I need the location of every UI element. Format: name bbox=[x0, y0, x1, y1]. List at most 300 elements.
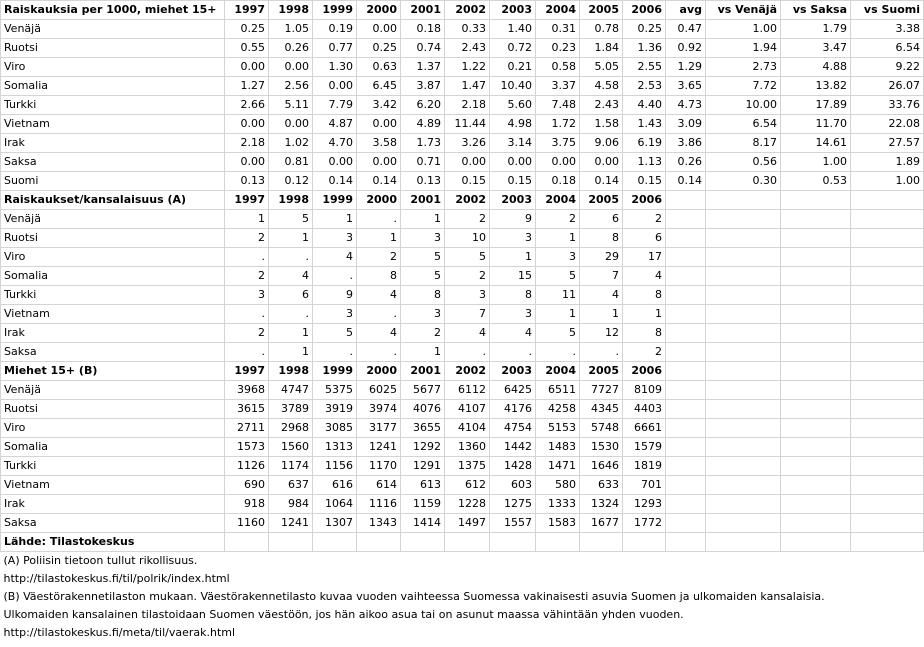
data-cell[interactable]: 5 bbox=[401, 267, 445, 286]
column-header[interactable]: 1999 bbox=[313, 362, 357, 381]
data-cell[interactable]: 0.00 bbox=[536, 153, 580, 172]
empty-cell[interactable] bbox=[851, 267, 924, 286]
empty-cell[interactable] bbox=[666, 495, 706, 514]
data-cell[interactable]: 26.07 bbox=[851, 77, 924, 96]
column-header[interactable]: 1997 bbox=[225, 1, 269, 20]
data-cell[interactable]: . bbox=[269, 305, 313, 324]
data-cell[interactable]: 1.58 bbox=[580, 115, 623, 134]
empty-cell[interactable] bbox=[781, 514, 851, 533]
data-cell[interactable]: 3.87 bbox=[401, 77, 445, 96]
data-cell[interactable]: 10.00 bbox=[706, 96, 781, 115]
data-cell[interactable]: 4 bbox=[313, 248, 357, 267]
data-cell[interactable]: 1 bbox=[536, 229, 580, 248]
data-cell[interactable]: 3 bbox=[401, 229, 445, 248]
empty-cell[interactable] bbox=[666, 248, 706, 267]
data-cell[interactable]: 0.15 bbox=[490, 172, 536, 191]
data-cell[interactable]: 3 bbox=[313, 305, 357, 324]
empty-cell[interactable] bbox=[851, 343, 924, 362]
row-label[interactable]: Ruotsi bbox=[1, 400, 225, 419]
data-cell[interactable]: 1471 bbox=[536, 457, 580, 476]
row-label[interactable]: Saksa bbox=[1, 153, 225, 172]
data-cell[interactable]: 5748 bbox=[580, 419, 623, 438]
row-label[interactable]: Somalia bbox=[1, 77, 225, 96]
data-cell[interactable]: 613 bbox=[401, 476, 445, 495]
empty-cell[interactable] bbox=[706, 191, 781, 210]
data-cell[interactable]: 1360 bbox=[445, 438, 490, 457]
data-cell[interactable]: 8 bbox=[580, 229, 623, 248]
row-label[interactable]: Irak bbox=[1, 134, 225, 153]
data-cell[interactable]: 1 bbox=[269, 343, 313, 362]
data-cell[interactable]: 4.87 bbox=[313, 115, 357, 134]
data-cell[interactable]: 1 bbox=[225, 210, 269, 229]
row-label[interactable]: Irak bbox=[1, 324, 225, 343]
data-cell[interactable]: 6 bbox=[623, 229, 666, 248]
data-cell[interactable]: 4 bbox=[357, 324, 401, 343]
data-cell[interactable]: 0.00 bbox=[313, 77, 357, 96]
empty-cell[interactable] bbox=[781, 533, 851, 552]
data-cell[interactable]: 5 bbox=[313, 324, 357, 343]
column-header[interactable]: 1998 bbox=[269, 362, 313, 381]
data-cell[interactable]: 4.98 bbox=[490, 115, 536, 134]
data-cell[interactable]: 4.40 bbox=[623, 96, 666, 115]
data-cell[interactable]: 6025 bbox=[357, 381, 401, 400]
data-cell[interactable]: 1228 bbox=[445, 495, 490, 514]
row-label[interactable]: Somalia bbox=[1, 267, 225, 286]
data-cell[interactable]: 1.79 bbox=[781, 20, 851, 39]
data-cell[interactable]: 3 bbox=[445, 286, 490, 305]
data-cell[interactable]: 2.56 bbox=[269, 77, 313, 96]
data-cell[interactable]: 0.26 bbox=[269, 39, 313, 58]
row-label[interactable]: Vietnam bbox=[1, 115, 225, 134]
data-cell[interactable]: 3 bbox=[490, 229, 536, 248]
data-cell[interactable]: 3 bbox=[401, 305, 445, 324]
empty-cell[interactable] bbox=[851, 438, 924, 457]
empty-cell[interactable] bbox=[706, 533, 781, 552]
data-cell[interactable]: 2.55 bbox=[623, 58, 666, 77]
data-cell[interactable]: 1646 bbox=[580, 457, 623, 476]
data-cell[interactable]: 1.22 bbox=[445, 58, 490, 77]
data-cell[interactable]: 3789 bbox=[269, 400, 313, 419]
data-cell[interactable]: 0.13 bbox=[225, 172, 269, 191]
data-cell[interactable]: 0.63 bbox=[357, 58, 401, 77]
data-cell[interactable]: 7.48 bbox=[536, 96, 580, 115]
data-cell[interactable]: . bbox=[225, 305, 269, 324]
data-cell[interactable]: 1307 bbox=[313, 514, 357, 533]
data-cell[interactable]: 6.54 bbox=[851, 39, 924, 58]
data-cell[interactable]: 1.94 bbox=[706, 39, 781, 58]
data-cell[interactable]: 8.17 bbox=[706, 134, 781, 153]
note-cell[interactable] bbox=[1, 624, 924, 642]
data-cell[interactable]: 637 bbox=[269, 476, 313, 495]
data-cell[interactable]: 3.75 bbox=[536, 134, 580, 153]
data-cell[interactable]: 3 bbox=[225, 286, 269, 305]
data-cell[interactable]: 2 bbox=[445, 210, 490, 229]
data-cell[interactable]: 9 bbox=[313, 286, 357, 305]
data-cell[interactable]: 918 bbox=[225, 495, 269, 514]
column-header[interactable]: 2003 bbox=[490, 1, 536, 20]
data-cell[interactable]: 4076 bbox=[401, 400, 445, 419]
column-header[interactable]: 2006 bbox=[623, 191, 666, 210]
column-header[interactable]: 1997 bbox=[225, 191, 269, 210]
empty-cell[interactable] bbox=[851, 362, 924, 381]
column-header[interactable]: 2006 bbox=[623, 1, 666, 20]
data-cell[interactable]: 17.89 bbox=[781, 96, 851, 115]
column-header[interactable]: 2002 bbox=[445, 362, 490, 381]
data-cell[interactable]: 1116 bbox=[357, 495, 401, 514]
data-cell[interactable]: . bbox=[445, 343, 490, 362]
data-cell[interactable]: 1.00 bbox=[851, 172, 924, 191]
data-cell[interactable]: 6.20 bbox=[401, 96, 445, 115]
data-cell[interactable]: 0.00 bbox=[490, 153, 536, 172]
empty-cell[interactable] bbox=[490, 533, 536, 552]
data-cell[interactable]: 15 bbox=[490, 267, 536, 286]
data-cell[interactable]: 5 bbox=[536, 267, 580, 286]
data-cell[interactable]: 2.66 bbox=[225, 96, 269, 115]
data-cell[interactable]: 6 bbox=[269, 286, 313, 305]
data-cell[interactable]: 0.72 bbox=[490, 39, 536, 58]
data-cell[interactable]: 5 bbox=[445, 248, 490, 267]
data-cell[interactable]: 3968 bbox=[225, 381, 269, 400]
data-cell[interactable]: 1064 bbox=[313, 495, 357, 514]
data-cell[interactable]: 1.43 bbox=[623, 115, 666, 134]
data-cell[interactable]: 1573 bbox=[225, 438, 269, 457]
empty-cell[interactable] bbox=[851, 476, 924, 495]
data-cell[interactable]: 11.44 bbox=[445, 115, 490, 134]
data-cell[interactable]: 1126 bbox=[225, 457, 269, 476]
data-cell[interactable]: 1 bbox=[623, 305, 666, 324]
data-cell[interactable]: . bbox=[357, 305, 401, 324]
data-cell[interactable]: 1.36 bbox=[623, 39, 666, 58]
data-cell[interactable]: 0.58 bbox=[536, 58, 580, 77]
empty-cell[interactable] bbox=[666, 229, 706, 248]
data-cell[interactable]: 0.25 bbox=[623, 20, 666, 39]
data-cell[interactable]: 3 bbox=[490, 305, 536, 324]
data-cell[interactable]: . bbox=[313, 267, 357, 286]
source-label[interactable]: Lähde: Tilastokeskus bbox=[1, 533, 225, 552]
data-cell[interactable]: 1343 bbox=[357, 514, 401, 533]
data-cell[interactable]: 6 bbox=[580, 210, 623, 229]
empty-cell[interactable] bbox=[781, 457, 851, 476]
data-cell[interactable]: 4.70 bbox=[313, 134, 357, 153]
row-label[interactable]: Venäjä bbox=[1, 210, 225, 229]
empty-cell[interactable] bbox=[851, 229, 924, 248]
data-cell[interactable]: 1 bbox=[357, 229, 401, 248]
empty-cell[interactable] bbox=[666, 324, 706, 343]
note-cell[interactable] bbox=[1, 606, 924, 624]
data-cell[interactable]: 0.14 bbox=[580, 172, 623, 191]
data-cell[interactable]: 0.53 bbox=[781, 172, 851, 191]
empty-cell[interactable] bbox=[666, 305, 706, 324]
data-cell[interactable]: 2 bbox=[623, 343, 666, 362]
data-cell[interactable]: 4.58 bbox=[580, 77, 623, 96]
data-cell[interactable]: 1170 bbox=[357, 457, 401, 476]
data-cell[interactable]: 1579 bbox=[623, 438, 666, 457]
data-cell[interactable]: 4345 bbox=[580, 400, 623, 419]
data-cell[interactable]: 7 bbox=[445, 305, 490, 324]
empty-cell[interactable] bbox=[851, 381, 924, 400]
data-cell[interactable]: 1772 bbox=[623, 514, 666, 533]
data-cell[interactable]: 0.78 bbox=[580, 20, 623, 39]
data-cell[interactable]: 0.00 bbox=[445, 153, 490, 172]
data-cell[interactable]: 1375 bbox=[445, 457, 490, 476]
data-cell[interactable]: 8 bbox=[623, 286, 666, 305]
data-cell[interactable]: 1 bbox=[536, 305, 580, 324]
data-cell[interactable]: 1.73 bbox=[401, 134, 445, 153]
column-header[interactable]: 2003 bbox=[490, 191, 536, 210]
data-cell[interactable]: . bbox=[225, 343, 269, 362]
data-cell[interactable]: 1428 bbox=[490, 457, 536, 476]
data-cell[interactable]: 1174 bbox=[269, 457, 313, 476]
data-cell[interactable]: 1291 bbox=[401, 457, 445, 476]
empty-cell[interactable] bbox=[666, 362, 706, 381]
row-label[interactable]: Somalia bbox=[1, 438, 225, 457]
data-cell[interactable]: . bbox=[536, 343, 580, 362]
data-cell[interactable]: 0.00 bbox=[357, 153, 401, 172]
note-cell[interactable] bbox=[1, 588, 924, 606]
data-cell[interactable]: 3.09 bbox=[666, 115, 706, 134]
data-cell[interactable]: 6661 bbox=[623, 419, 666, 438]
empty-cell[interactable] bbox=[851, 210, 924, 229]
data-cell[interactable]: 0.15 bbox=[623, 172, 666, 191]
column-header[interactable]: 2003 bbox=[490, 362, 536, 381]
empty-cell[interactable] bbox=[706, 476, 781, 495]
data-cell[interactable]: 4747 bbox=[269, 381, 313, 400]
data-cell[interactable]: 1293 bbox=[623, 495, 666, 514]
data-cell[interactable]: 3.42 bbox=[357, 96, 401, 115]
data-cell[interactable]: 1.84 bbox=[580, 39, 623, 58]
data-cell[interactable]: 22.08 bbox=[851, 115, 924, 134]
data-cell[interactable]: 4 bbox=[490, 324, 536, 343]
empty-cell[interactable] bbox=[781, 400, 851, 419]
column-header[interactable]: vs Saksa bbox=[781, 1, 851, 20]
column-header[interactable]: 2004 bbox=[536, 1, 580, 20]
data-cell[interactable]: 1159 bbox=[401, 495, 445, 514]
column-header[interactable]: 2004 bbox=[536, 191, 580, 210]
empty-cell[interactable] bbox=[666, 457, 706, 476]
data-cell[interactable]: . bbox=[357, 343, 401, 362]
data-cell[interactable]: 4104 bbox=[445, 419, 490, 438]
data-cell[interactable]: 1442 bbox=[490, 438, 536, 457]
empty-cell[interactable] bbox=[706, 495, 781, 514]
data-cell[interactable]: 2.73 bbox=[706, 58, 781, 77]
row-label[interactable]: Turkki bbox=[1, 457, 225, 476]
empty-cell[interactable] bbox=[851, 286, 924, 305]
empty-cell[interactable] bbox=[851, 457, 924, 476]
data-cell[interactable]: 0.30 bbox=[706, 172, 781, 191]
data-cell[interactable]: 0.00 bbox=[225, 115, 269, 134]
column-header[interactable]: 2005 bbox=[580, 1, 623, 20]
empty-cell[interactable] bbox=[781, 381, 851, 400]
data-cell[interactable]: 13.82 bbox=[781, 77, 851, 96]
data-cell[interactable]: 6511 bbox=[536, 381, 580, 400]
data-cell[interactable]: 3.58 bbox=[357, 134, 401, 153]
data-cell[interactable]: 14.61 bbox=[781, 134, 851, 153]
data-cell[interactable]: 5153 bbox=[536, 419, 580, 438]
data-cell[interactable]: 1.13 bbox=[623, 153, 666, 172]
data-cell[interactable]: 1 bbox=[401, 343, 445, 362]
data-cell[interactable]: 11.70 bbox=[781, 115, 851, 134]
empty-cell[interactable] bbox=[445, 533, 490, 552]
data-cell[interactable]: 8 bbox=[623, 324, 666, 343]
data-cell[interactable]: 4 bbox=[623, 267, 666, 286]
data-cell[interactable]: 1241 bbox=[269, 514, 313, 533]
empty-cell[interactable] bbox=[781, 495, 851, 514]
data-cell[interactable]: 3.37 bbox=[536, 77, 580, 96]
data-cell[interactable]: 0.18 bbox=[401, 20, 445, 39]
column-header[interactable]: 2004 bbox=[536, 362, 580, 381]
data-cell[interactable]: 6.19 bbox=[623, 134, 666, 153]
data-cell[interactable]: 9 bbox=[490, 210, 536, 229]
data-cell[interactable]: 0.15 bbox=[445, 172, 490, 191]
data-cell[interactable]: 1557 bbox=[490, 514, 536, 533]
data-cell[interactable]: 4.89 bbox=[401, 115, 445, 134]
column-header[interactable]: 2000 bbox=[357, 191, 401, 210]
column-header[interactable]: 2005 bbox=[580, 362, 623, 381]
data-cell[interactable]: 2 bbox=[536, 210, 580, 229]
empty-cell[interactable] bbox=[781, 362, 851, 381]
data-cell[interactable]: 2.18 bbox=[445, 96, 490, 115]
data-cell[interactable]: 1.30 bbox=[313, 58, 357, 77]
row-label[interactable]: Ruotsi bbox=[1, 229, 225, 248]
empty-cell[interactable] bbox=[666, 533, 706, 552]
data-cell[interactable]: 5 bbox=[269, 210, 313, 229]
data-cell[interactable]: 603 bbox=[490, 476, 536, 495]
data-cell[interactable]: 4107 bbox=[445, 400, 490, 419]
empty-cell[interactable] bbox=[706, 381, 781, 400]
empty-cell[interactable] bbox=[781, 419, 851, 438]
column-header[interactable]: vs Suomi bbox=[851, 1, 924, 20]
empty-cell[interactable] bbox=[851, 191, 924, 210]
data-cell[interactable]: 0.14 bbox=[313, 172, 357, 191]
empty-cell[interactable] bbox=[781, 305, 851, 324]
empty-cell[interactable] bbox=[666, 343, 706, 362]
data-cell[interactable]: 2711 bbox=[225, 419, 269, 438]
empty-cell[interactable] bbox=[706, 438, 781, 457]
data-cell[interactable]: 1241 bbox=[357, 438, 401, 457]
empty-cell[interactable] bbox=[269, 533, 313, 552]
data-cell[interactable]: . bbox=[269, 248, 313, 267]
data-cell[interactable]: 1819 bbox=[623, 457, 666, 476]
column-header[interactable]: vs Venäjä bbox=[706, 1, 781, 20]
data-cell[interactable]: 1.02 bbox=[269, 134, 313, 153]
empty-cell[interactable] bbox=[706, 514, 781, 533]
data-cell[interactable]: 4.88 bbox=[781, 58, 851, 77]
data-cell[interactable]: 3919 bbox=[313, 400, 357, 419]
data-cell[interactable]: 10.40 bbox=[490, 77, 536, 96]
column-header[interactable]: 1999 bbox=[313, 1, 357, 20]
data-cell[interactable]: 614 bbox=[357, 476, 401, 495]
data-cell[interactable]: 0.00 bbox=[269, 115, 313, 134]
row-label[interactable]: Saksa bbox=[1, 343, 225, 362]
data-cell[interactable]: 0.00 bbox=[313, 153, 357, 172]
empty-cell[interactable] bbox=[781, 248, 851, 267]
data-cell[interactable]: 5.11 bbox=[269, 96, 313, 115]
column-header[interactable]: 1998 bbox=[269, 191, 313, 210]
row-label[interactable]: Venäjä bbox=[1, 381, 225, 400]
data-cell[interactable]: 690 bbox=[225, 476, 269, 495]
empty-cell[interactable] bbox=[781, 210, 851, 229]
data-cell[interactable]: 3177 bbox=[357, 419, 401, 438]
data-cell[interactable]: 612 bbox=[445, 476, 490, 495]
row-label[interactable]: Viro bbox=[1, 248, 225, 267]
data-cell[interactable]: 2 bbox=[225, 229, 269, 248]
column-header[interactable]: 1997 bbox=[225, 362, 269, 381]
note-cell[interactable] bbox=[1, 552, 924, 571]
data-cell[interactable]: 1.72 bbox=[536, 115, 580, 134]
data-cell[interactable]: 1530 bbox=[580, 438, 623, 457]
data-cell[interactable]: 2.43 bbox=[580, 96, 623, 115]
data-cell[interactable]: 1 bbox=[313, 210, 357, 229]
data-cell[interactable]: 0.00 bbox=[580, 153, 623, 172]
data-cell[interactable]: 1 bbox=[490, 248, 536, 267]
data-cell[interactable]: 1.27 bbox=[225, 77, 269, 96]
column-header[interactable]: 2001 bbox=[401, 1, 445, 20]
empty-cell[interactable] bbox=[666, 286, 706, 305]
data-cell[interactable]: 7.72 bbox=[706, 77, 781, 96]
empty-cell[interactable] bbox=[706, 286, 781, 305]
empty-cell[interactable] bbox=[781, 324, 851, 343]
data-cell[interactable]: 1275 bbox=[490, 495, 536, 514]
empty-cell[interactable] bbox=[666, 267, 706, 286]
data-cell[interactable]: 0.81 bbox=[269, 153, 313, 172]
data-cell[interactable]: 29 bbox=[580, 248, 623, 267]
row-label[interactable]: Viro bbox=[1, 419, 225, 438]
data-cell[interactable]: 0.12 bbox=[269, 172, 313, 191]
data-cell[interactable]: 3.65 bbox=[666, 77, 706, 96]
empty-cell[interactable] bbox=[666, 400, 706, 419]
empty-cell[interactable] bbox=[580, 533, 623, 552]
data-cell[interactable]: 2 bbox=[225, 324, 269, 343]
data-cell[interactable]: 2 bbox=[401, 324, 445, 343]
data-cell[interactable]: 2968 bbox=[269, 419, 313, 438]
empty-cell[interactable] bbox=[706, 362, 781, 381]
empty-cell[interactable] bbox=[706, 248, 781, 267]
section-title[interactable]: Miehet 15+ (B) bbox=[1, 362, 225, 381]
empty-cell[interactable] bbox=[851, 514, 924, 533]
data-cell[interactable]: 5 bbox=[401, 248, 445, 267]
data-cell[interactable]: 11 bbox=[536, 286, 580, 305]
data-cell[interactable]: 12 bbox=[580, 324, 623, 343]
data-cell[interactable]: 8 bbox=[357, 267, 401, 286]
data-cell[interactable]: . bbox=[357, 210, 401, 229]
column-header[interactable]: 2002 bbox=[445, 191, 490, 210]
empty-cell[interactable] bbox=[706, 457, 781, 476]
data-cell[interactable]: 616 bbox=[313, 476, 357, 495]
empty-cell[interactable] bbox=[781, 229, 851, 248]
data-cell[interactable]: 4 bbox=[269, 267, 313, 286]
data-cell[interactable]: 0.18 bbox=[536, 172, 580, 191]
column-header[interactable]: 2001 bbox=[401, 362, 445, 381]
empty-cell[interactable] bbox=[706, 267, 781, 286]
section-title[interactable]: Raiskauksia per 1000, miehet 15+ bbox=[1, 1, 225, 20]
row-label[interactable]: Irak bbox=[1, 495, 225, 514]
empty-cell[interactable] bbox=[536, 533, 580, 552]
data-cell[interactable]: 6425 bbox=[490, 381, 536, 400]
data-cell[interactable]: 4403 bbox=[623, 400, 666, 419]
data-cell[interactable]: 1.05 bbox=[269, 20, 313, 39]
column-header[interactable]: 2005 bbox=[580, 191, 623, 210]
data-cell[interactable]: 7727 bbox=[580, 381, 623, 400]
data-cell[interactable]: 3974 bbox=[357, 400, 401, 419]
data-cell[interactable]: 0.77 bbox=[313, 39, 357, 58]
row-label[interactable]: Venäjä bbox=[1, 20, 225, 39]
data-cell[interactable]: 0.33 bbox=[445, 20, 490, 39]
data-cell[interactable]: 0.25 bbox=[225, 20, 269, 39]
column-header[interactable]: 1999 bbox=[313, 191, 357, 210]
empty-cell[interactable] bbox=[666, 419, 706, 438]
data-cell[interactable]: 2 bbox=[445, 267, 490, 286]
data-cell[interactable]: 17 bbox=[623, 248, 666, 267]
